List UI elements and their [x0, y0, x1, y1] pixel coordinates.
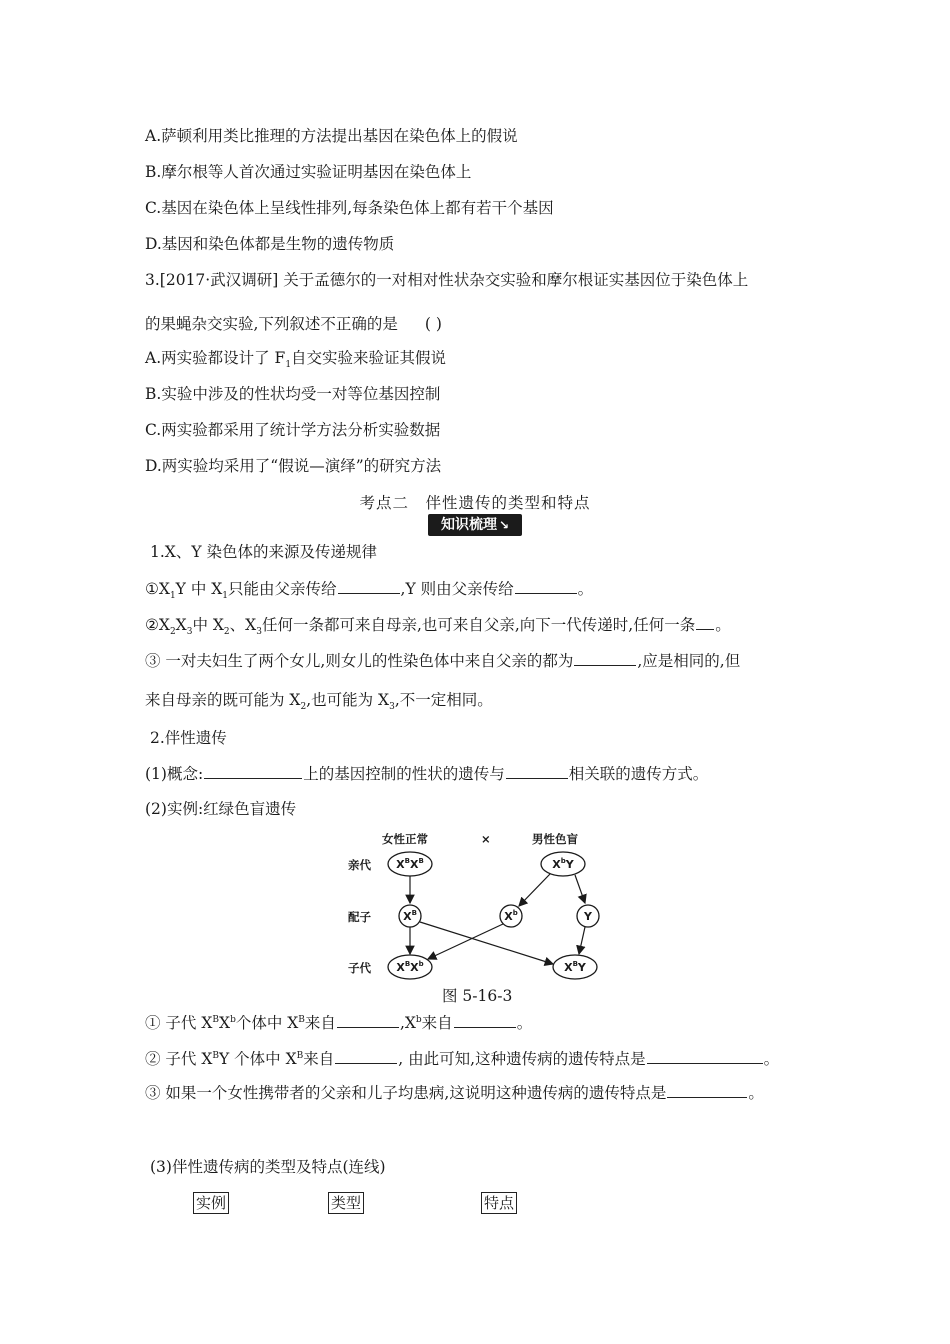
genotype-parent-female: $X^BX^B$	[396, 857, 424, 871]
q2-option-b: B.摩尔根等人首次通过实验证明基因在染色体上	[145, 163, 472, 181]
label-female-normal: 女性正常	[382, 832, 428, 846]
knowledge-banner	[428, 514, 522, 536]
types-heading: (3)伴性遗传病的类型及特点(连线)	[150, 1158, 386, 1176]
q2-option-a: A.萨顿利用类比推理的方法提出基因在染色体上的假说	[145, 127, 518, 145]
part2-heading: 2.伴性遗传	[150, 729, 227, 747]
q3-option-d: D.两实验均采用了“假说—演绎”的研究方法	[145, 457, 442, 475]
blank	[696, 613, 714, 630]
blank	[647, 1047, 763, 1064]
q3-stem-text: 关于孟德尔的一对相对性状杂交实验和摩尔根证实基因位于染色体上	[283, 271, 749, 289]
genotype-offspring-male: $X^BY$	[564, 960, 586, 974]
label-parent: 亲代	[348, 858, 371, 872]
part1-line1: $①X_1Y$ 中 $X_1$只能由父亲传给 ,Y 则由父亲传给 。	[145, 577, 593, 607]
inheritance-diagram	[340, 826, 620, 984]
arrow-xb-to-female	[428, 924, 503, 959]
column-example: 实例	[193, 1192, 229, 1214]
q3-stem-line2	[145, 313, 442, 335]
label-cross: ×	[481, 832, 491, 846]
q3-stem-line1	[145, 269, 748, 291]
blank	[574, 649, 636, 666]
label-gamete: 配子	[348, 910, 371, 924]
concept-line: (1)概念: 上的基因控制的性状的遗传与 相关联的遗传方式。	[145, 762, 708, 785]
example-question-1: ① 子代 $X^BX^b$个体中 $X^B$来自 $,X^b$来自 。	[145, 1009, 532, 1034]
blank	[337, 1011, 399, 1028]
genotype-parent-male: $X^bY$	[552, 857, 574, 871]
genotype-offspring-female: $X^BX^b$	[396, 960, 424, 974]
blank	[454, 1011, 516, 1028]
q2-option-d: D.基因和染色体都是生物的遗传物质	[145, 235, 395, 253]
part1-line2: $②X_2X_3$中 $X_2$、$X_3$任何一条都可来自母亲,也可来自父亲,向下一代传递时,任何一条 。	[145, 613, 731, 643]
arrow-male-to-y	[575, 875, 585, 903]
arrow-icon: ↘	[498, 518, 510, 532]
q3-option-c: C.两实验都采用了统计学方法分析实验数据	[145, 421, 441, 439]
blank	[335, 1047, 397, 1064]
example-question-2: ② 子代 $X^BY$ 个体中 $X^B$来自 , 由此可知,这种遗传病的遗传特点是 。	[145, 1045, 779, 1070]
blank	[338, 577, 400, 594]
q3-number: 3.	[145, 271, 160, 289]
q3-option-b: B.实验中涉及的性状均受一对等位基因控制	[145, 385, 441, 403]
q2-option-c: C.基因在染色体上呈线性排列,每条染色体上都有若干个基因	[145, 199, 554, 217]
arrow-male-to-xb	[519, 874, 550, 906]
gamete-y: Y	[584, 910, 592, 923]
q3-source: [2017·武汉调研]	[159, 271, 279, 289]
figure-caption: 图 5-16-3	[442, 987, 513, 1005]
example-question-3: ③ 如果一个女性携带者的父亲和儿子均患病,这说明这种遗传病的遗传特点是 。	[145, 1081, 764, 1104]
q3-stem-text-2: 的果蝇杂交实验,下列叙述不正确的是	[145, 315, 398, 333]
blank	[667, 1081, 747, 1098]
q3-option-a: A.两实验都设计了 $F_1$自交实验来验证其假说	[145, 349, 447, 371]
part1-line4: 来自母亲的既可能为 $X_2$,也可能为 $X_3$,不一定相同。	[145, 691, 493, 713]
part1-line3: ③ 一对夫妇生了两个女儿,则女儿的性染色体中来自父亲的都为 ,应是相同的,但	[145, 649, 740, 672]
part1-heading: 1.X、Y 染色体的来源及传递规律	[150, 543, 377, 561]
blank	[204, 762, 302, 779]
gamete-xB: $X^B$	[403, 909, 417, 923]
gamete-xb: $X^b$	[504, 909, 518, 923]
blank	[506, 762, 568, 779]
arrow-xB-to-male	[420, 922, 553, 964]
column-type: 类型	[328, 1192, 364, 1214]
column-feature: 特点	[481, 1192, 517, 1214]
arrow-y-to-male	[579, 927, 585, 954]
example-heading: (2)实例:红绿色盲遗传	[145, 800, 297, 818]
section-title: 考点二 伴性遗传的类型和特点	[359, 494, 591, 512]
q3-answer-paren: ( )	[424, 315, 442, 333]
banner-label: 知识梳理	[440, 517, 497, 533]
label-offspring: 子代	[348, 961, 371, 975]
blank	[515, 577, 577, 594]
label-male-colorblind: 男性色盲	[532, 832, 578, 846]
